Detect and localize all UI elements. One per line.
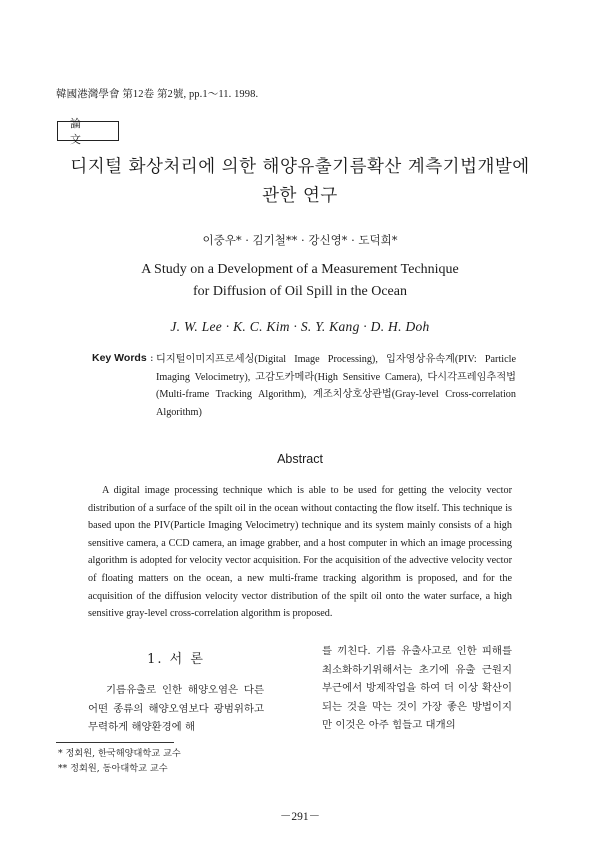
journal-citation: 韓國港灣學會 第12卷 第2號, pp.1～11. 1998. <box>56 89 259 100</box>
abstract-body: A digital image processing technique which is able to be used for getting the velocity vector distribution of a surface of the spilt oil in the ocean without contacting the flow itself. This technique is based upon the PIV(Particle Imaging Velocimetry) technique and its system mainly consists of a high sensitive camera, a CCD camera, an image grabber, and a host computer in which an image processing algorithm is adopted for velocity vector acquisition. For the acquisition of the advective velocity vector of floating matters on the ocean, a new multi-frame tracking algorithm is proposed, and for the acquisition of the diffusion velocity vector distribution of the spilt oil onto the water surface, a high sensitive gray-level cross-correlation algorithm is proposed. <box>88 485 512 620</box>
article-type-badge: 論 文 <box>57 121 119 141</box>
english-title-line-2: for Diffusion of Oil Spill in the Ocean <box>193 284 407 299</box>
footnote-divider <box>56 742 174 743</box>
english-title-line-1: A Study on a Development of a Measurement Technique <box>141 262 459 277</box>
korean-title: 디지털 화상처리에 의한 해양유출기름확산 계측기법개발에 관한 연구 <box>70 157 530 206</box>
keywords-text: 디지털이미지프로세싱(Digital Image Processing), 입자영상유속계(PIV: Particle Imaging Velocimetry), 고감도카메라(High Sensitive Camera), 다시각프레임추적법(Multi-frame Tracking Algorithm), 계조치상호상관법(Gray-level Cross-correlation Algorithm) <box>156 354 516 418</box>
keywords-colon: : <box>150 352 154 364</box>
abstract-heading: Abstract <box>277 452 323 466</box>
footnote-2: ** 정회원, 동아대학교 교수 <box>58 763 168 774</box>
page-number: －291－ <box>279 811 321 823</box>
body-text-left-column: 기름유출로 인한 해양오염은 다른 어떤 종류의 해양오염보다 광범위하고 무력하게 해양환경에 해 <box>88 684 264 733</box>
section-heading-introduction: 1. 서 론 <box>147 652 205 667</box>
english-authors: J. W. Lee · K. C. Kim · S. Y. Kang · D. H. Doh <box>170 319 430 334</box>
korean-authors: 이중우* · 김기철** · 강신영* · 도덕희* <box>202 233 398 247</box>
body-text-right-column: 를 끼친다. 기름 유출사고로 인한 피해를 최소화하기위해서는 초기에 유출 근원지 부근에서 방제작업을 하여 더 이상 확산이 되는 것을 막는 것이 가장 좋은 방법이지만 이것은 아주 힘들고 대개의 <box>322 645 512 731</box>
english-title <box>60 259 540 303</box>
keywords-label: Key Words <box>92 352 147 364</box>
footnote-1: * 정회원, 한국해양대학교 교수 <box>58 748 181 759</box>
